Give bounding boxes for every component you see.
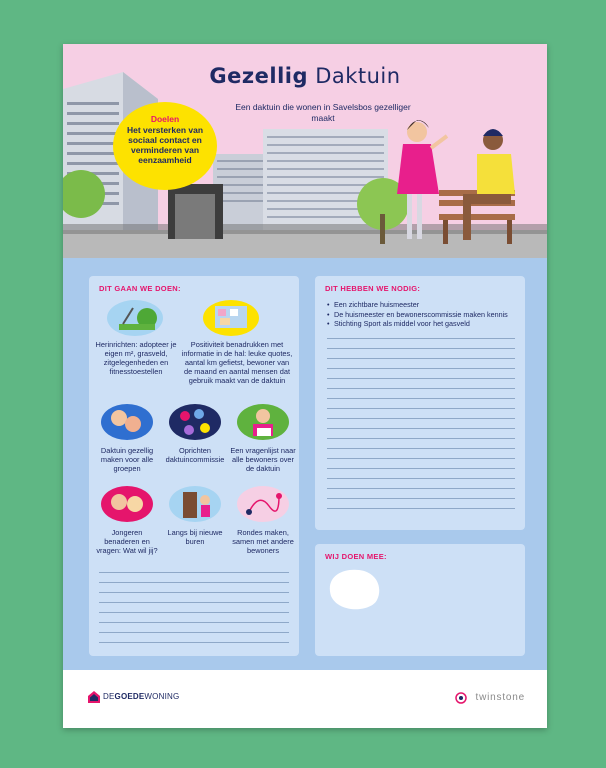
activity-text: Herinrichten: adopteer je eigen m², grasveld, zitgelegenheden en fitnesstoestellen <box>95 340 177 376</box>
activity-text: Oprichten daktuincommissie <box>165 446 225 464</box>
route-icon <box>235 484 291 524</box>
activity-text: Daktuin gezellig maken voor alle groepen <box>100 446 154 473</box>
blank-bubble-icon <box>325 566 383 612</box>
youth-icon <box>99 484 155 524</box>
write-lines <box>99 572 289 652</box>
page-title <box>63 64 547 88</box>
todo-title: DIT GAAN WE DOEN: <box>99 284 181 293</box>
join-title: WIJ DOEN MEE: <box>325 552 387 561</box>
goal-label: Doelen <box>150 114 180 124</box>
door-icon <box>167 484 223 524</box>
activity-text: Positiviteit benadrukken met informatie in de hal: leuke quotes, aantal km gefietst, bewoner van de maand en aantal mensen dat gebruik maakt van de daktuin <box>181 340 293 385</box>
goal-text: Het versterken van sociaal contact en verminderen van eenzaamheid <box>126 125 204 165</box>
footer <box>63 670 547 728</box>
needs-list <box>327 300 517 329</box>
needs-panel <box>315 276 525 530</box>
survey-icon <box>235 402 291 442</box>
logo-left-bold: GOEDE <box>114 692 145 701</box>
write-lines <box>327 338 515 518</box>
logo-degoedewoning <box>103 692 179 701</box>
notice-board-icon <box>201 296 261 336</box>
logo-left-prefix: DE <box>103 692 115 701</box>
twinstone-logo-icon <box>455 692 467 704</box>
activity-text: Rondes maken, samen met andere bewoners <box>232 528 294 555</box>
poster <box>63 44 547 728</box>
goal-bubble <box>113 102 217 190</box>
join-panel <box>315 544 525 656</box>
degoedewoning-logo-icon <box>87 690 101 704</box>
activity-text: Een vragenlijst naar alle bewoners over de daktuin <box>230 446 296 473</box>
page-subtitle: Een daktuin die wonen in Savelsbos gezelliger maakt <box>235 102 411 123</box>
logo-left-suffix: WONING <box>144 692 180 701</box>
title-bold: Gezellig <box>209 64 308 88</box>
logo-twinstone: twinstone <box>475 692 525 703</box>
todo-panel <box>89 276 299 656</box>
activity-text: Jongeren benaderen en vragen: Wat wil jij? <box>96 528 158 555</box>
flowers-icon <box>167 402 223 442</box>
hero-banner <box>63 44 547 258</box>
people-icon <box>99 402 155 442</box>
need-item: • De huismeester en bewonerscommissie maken kennis <box>327 310 517 320</box>
need-item: • Stichting Sport als middel voor het gasveld <box>327 319 517 329</box>
main-area <box>63 258 547 670</box>
activity-text: Langs bij nieuwe buren <box>167 528 223 546</box>
title-light: Daktuin <box>315 64 401 88</box>
need-item: • Een zichtbare huismeester <box>327 300 517 310</box>
needs-title: DIT HEBBEN WE NODIG: <box>325 284 421 293</box>
garden-icon <box>105 296 165 336</box>
